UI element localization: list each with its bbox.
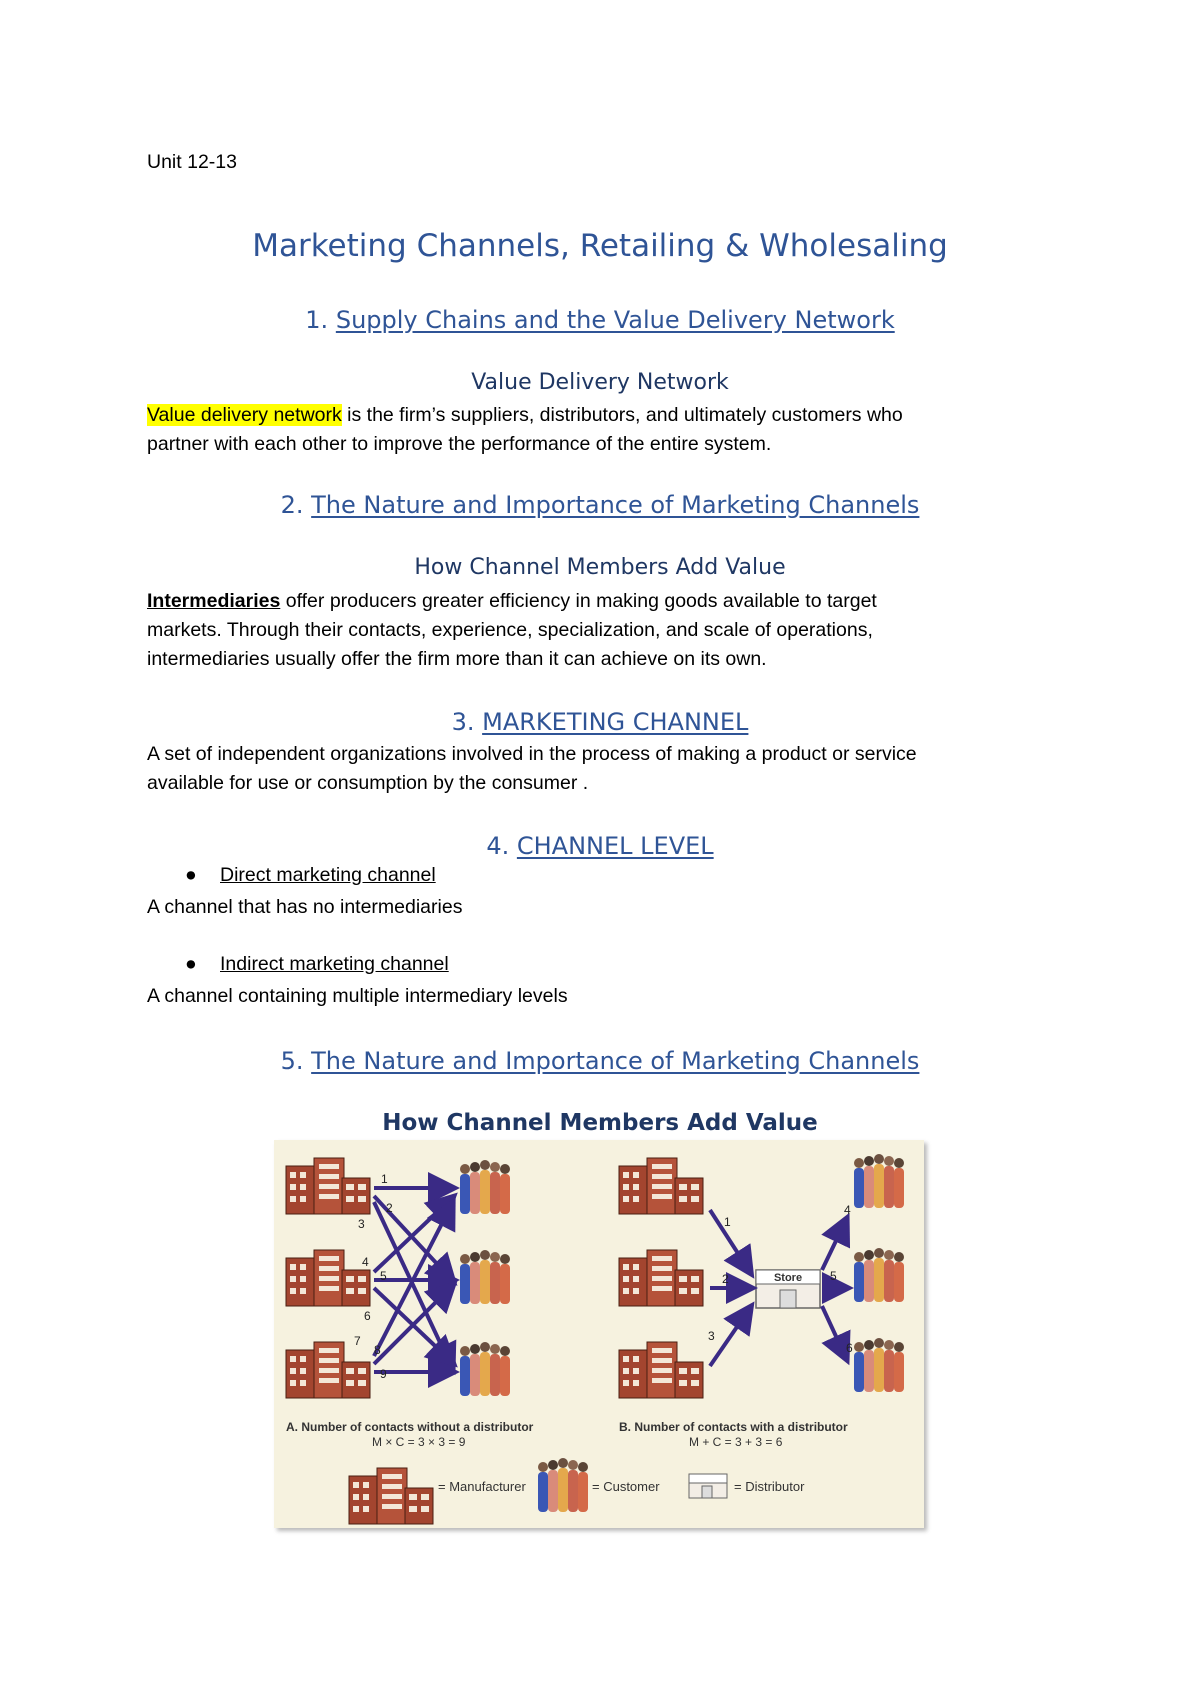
section-number: 3. [451,708,475,736]
arrow-number: 7 [354,1334,361,1348]
section-3-heading [0,708,1200,736]
arrow-number: 1 [381,1172,388,1186]
section-title: The Nature and Importance of Marketing Channels [311,1047,920,1075]
legend-icons [349,1458,727,1524]
arrow-number: 3 [358,1217,365,1231]
text-line: partner with each other to improve the performance of the entire system. [147,433,772,455]
store-distributor-icon [756,1270,820,1308]
section-2-heading [0,491,1200,519]
section-1-paragraph [147,401,1047,459]
text-line: offer producers greater efficiency in making goods available to target [280,590,877,612]
bullet-description: A channel that has no intermediaries [147,896,463,918]
manufacturer-icon [349,1468,433,1524]
customer-icon [854,1338,904,1392]
legend-customer: = Customer [592,1479,660,1494]
arrow-number: 4 [844,1203,851,1217]
customer-icon [538,1458,588,1512]
highlighted-term: Value delivery network [147,404,342,426]
store-label: Store [773,1272,803,1284]
text-line: A set of independent organizations involved in the process of making a product or service [147,743,917,765]
customer-icon [854,1248,904,1302]
contact-arrow [822,1306,846,1358]
section-2-paragraph [147,587,1047,674]
bullet-direct-channel: Direct marketing channel [220,864,436,886]
channel-diagram [274,1140,924,1528]
manufacturer-icon [619,1158,703,1214]
arrow-number: 8 [374,1343,381,1357]
section-2-subheading: How Channel Members Add Value [414,555,786,580]
formula-b: M + C = 3 + 3 = 6 [689,1435,783,1449]
manufacturer-icon [619,1250,703,1306]
arrow-number: 5 [380,1269,387,1283]
arrow-number: 2 [386,1201,393,1215]
customer-icon [854,1154,904,1208]
manufacturer-icon [286,1342,370,1398]
arrow-number: 6 [364,1309,371,1323]
customer-icon [460,1160,510,1214]
section-title: The Nature and Importance of Marketing Channels [311,491,920,519]
bullet-indirect-channel: Indirect marketing channel [220,953,449,975]
diagram-graphics [274,1140,924,1528]
section-title: Supply Chains and the Value Delivery Network [335,306,895,334]
manufacturer-icon [286,1250,370,1306]
text-line: markets. Through their contacts, experience, specialization, and scale of operations, [147,619,873,641]
unit-label: Unit 12-13 [147,151,237,173]
contact-arrow [822,1220,846,1270]
underlined-term: Intermediaries [147,590,281,612]
legend-distributor: = Distributor [734,1479,805,1494]
manufacturer-icon [619,1342,703,1398]
contact-arrow [710,1308,750,1366]
arrow-number: 3 [708,1329,715,1343]
section-number: 5. [280,1047,304,1075]
section-1-heading [0,306,1200,334]
bullet-description: A channel containing multiple intermediary levels [147,985,568,1007]
section-number: 1. [305,306,329,334]
caption-b: B. Number of contacts with a distributor [619,1420,848,1434]
section-number: 2. [280,491,304,519]
customer-icon [460,1250,510,1304]
section-3-paragraph [147,740,1047,798]
arrow-number: 5 [830,1269,837,1283]
arrow-number: 2 [722,1272,729,1286]
text-line: available for use or consumption by the consumer . [147,772,589,794]
manufacturer-icon [286,1158,370,1214]
section-1-subheading: Value Delivery Network [471,370,729,395]
arrow-number: 6 [846,1341,853,1355]
section-4-heading [0,832,1200,860]
bullet-dot: ● [185,864,197,886]
distributor-legend-icon [689,1474,727,1498]
section-5-heading [0,1047,1200,1075]
arrow-number: 9 [380,1367,387,1381]
figure-title: How Channel Members Add Value [382,1110,818,1136]
arrow-number: 4 [362,1255,369,1269]
section-title: CHANNEL LEVEL [516,832,714,860]
customer-icon [460,1342,510,1396]
text-line: is the firm’s suppliers, distributors, and ultimately customers who [341,404,903,426]
document-title: Marketing Channels, Retailing & Wholesaling [252,228,948,264]
legend-manufacturer: = Manufacturer [438,1479,526,1494]
formula-a: M × C = 3 × 3 = 9 [372,1435,466,1449]
panel-a [286,1158,510,1398]
bullet-dot: ● [185,953,197,975]
panel-b [619,1154,904,1398]
section-title: MARKETING CHANNEL [482,708,749,736]
section-number: 4. [486,832,510,860]
caption-a: A. Number of contacts without a distributor [286,1420,534,1434]
text-line: intermediaries usually offer the firm more than it can achieve on its own. [147,648,767,670]
arrow-number: 1 [724,1215,731,1229]
